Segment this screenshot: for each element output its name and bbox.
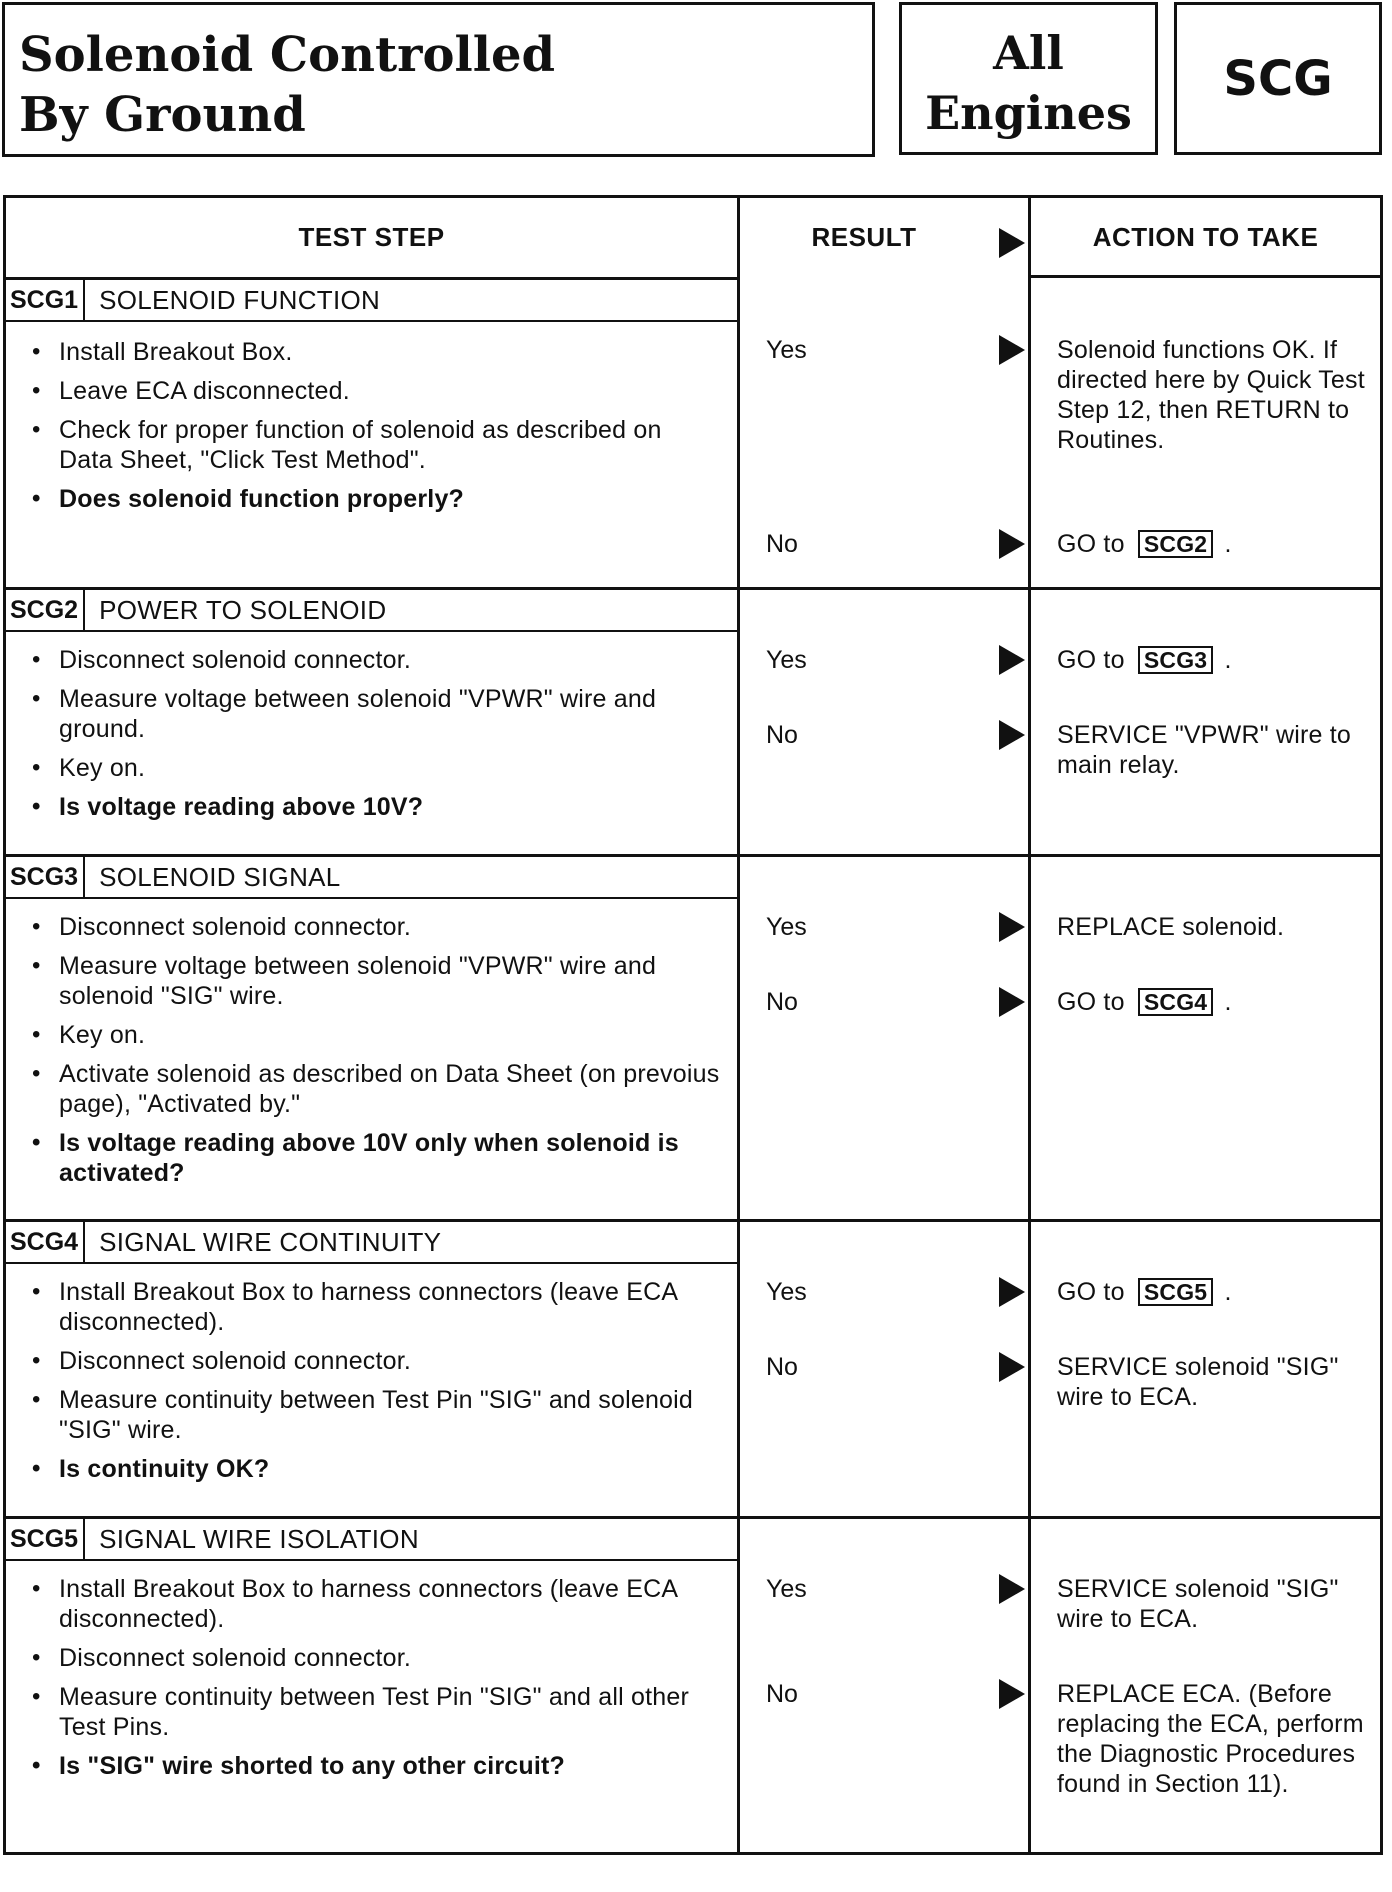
step-instructions [32, 1574, 722, 1790]
page-title-line2: By Ground [19, 87, 306, 143]
result-arrow-icon [999, 1277, 1025, 1307]
step-header [6, 857, 737, 899]
instruction-question: • Is voltage reading above 10V? [32, 792, 722, 822]
action-prefix: GO to [1057, 530, 1125, 558]
action-suffix: . [1224, 530, 1232, 558]
action-goto [1057, 529, 1382, 559]
section-code: SCG [1223, 50, 1333, 107]
result-arrow-icon [999, 987, 1025, 1017]
action-prefix: GO to [1057, 646, 1125, 674]
result-arrow-icon [999, 1352, 1025, 1382]
result-no: No [766, 530, 798, 558]
code-box [1174, 2, 1382, 155]
engines-label-line2: Engines [925, 86, 1132, 140]
action-goto [1057, 645, 1382, 675]
result-yes: Yes [766, 1575, 807, 1603]
result-yes: Yes [766, 336, 807, 364]
step-instructions [32, 912, 722, 1197]
result-yes: Yes [766, 646, 807, 674]
step-row-scg3 [6, 857, 1380, 1219]
instruction-item: • Measure voltage between solenoid "VPWR" wire and solenoid "SIG" wire. [32, 951, 722, 1011]
step-row-scg4 [6, 1222, 1380, 1516]
step-code: SCG3 [6, 857, 85, 897]
step-row-scg2 [6, 590, 1380, 854]
header-action: ACTION TO TAKE [1092, 222, 1319, 252]
action-goto [1057, 1277, 1382, 1307]
action-suffix: . [1224, 988, 1232, 1016]
action-suffix: . [1224, 646, 1232, 674]
step-header [6, 1222, 737, 1264]
instruction-item: • Key on. [32, 753, 722, 783]
instruction-item: • Measure continuity between Test Pin "SIG" and all other Test Pins. [32, 1682, 722, 1742]
step-title: SOLENOID SIGNAL [99, 861, 341, 892]
step-instructions [32, 337, 722, 523]
instruction-item: • Measure continuity between Test Pin "SIG" and solenoid "SIG" wire. [32, 1385, 722, 1445]
step-title: SIGNAL WIRE CONTINUITY [99, 1226, 442, 1257]
step-header [6, 590, 737, 632]
step-title: POWER TO SOLENOID [99, 594, 387, 625]
result-arrow-icon [999, 912, 1025, 942]
page-title-line1: Solenoid Controlled [19, 27, 556, 83]
action-text: SERVICE solenoid "SIG" wire to ECA. [1057, 1353, 1339, 1411]
step-reference: SCG4 [1138, 988, 1213, 1016]
engines-label-line1: All [993, 26, 1064, 80]
step-reference: SCG3 [1138, 646, 1213, 674]
instruction-item: • Check for proper function of solenoid as described on Data Sheet, "Click Test Method". [32, 415, 722, 475]
result-arrow-icon [999, 720, 1025, 750]
action-text: SERVICE "VPWR" wire to main relay. [1057, 721, 1351, 779]
result-no: No [766, 721, 798, 749]
action-goto [1057, 987, 1382, 1017]
result-arrow-icon [999, 1574, 1025, 1604]
header-result: RESULT [811, 222, 917, 252]
test-step-table [3, 195, 1383, 1855]
header-arrow-icon [999, 228, 1025, 258]
step-code: SCG1 [6, 280, 85, 320]
step-code: SCG4 [6, 1222, 85, 1262]
result-arrow-icon [999, 335, 1025, 365]
title-box [2, 2, 875, 157]
instruction-item: • Key on. [32, 1020, 722, 1050]
result-arrow-icon [999, 529, 1025, 559]
result-no: No [766, 1680, 798, 1708]
result-no: No [766, 1353, 798, 1381]
result-yes: Yes [766, 913, 807, 941]
result-arrow-icon [999, 645, 1025, 675]
result-yes: Yes [766, 1278, 807, 1306]
action-prefix: GO to [1057, 988, 1125, 1016]
instruction-item: • Install Breakout Box to harness connectors (leave ECA disconnected). [32, 1277, 722, 1337]
result-arrow-icon [999, 1679, 1025, 1709]
instruction-item: • Leave ECA disconnected. [32, 376, 722, 406]
instruction-question: • Is voltage reading above 10V only when solenoid is activated? [32, 1128, 722, 1188]
instruction-item: • Measure voltage between solenoid "VPWR" wire and ground. [32, 684, 722, 744]
instruction-item: • Disconnect solenoid connector. [32, 1643, 722, 1673]
header-test-step: TEST STEP [298, 222, 445, 252]
instruction-item: • Disconnect solenoid connector. [32, 1346, 722, 1376]
step-header [6, 1519, 737, 1561]
instruction-item: • Activate solenoid as described on Data Sheet (on prevoius page), "Activated by." [32, 1059, 722, 1119]
step-reference: SCG2 [1138, 530, 1213, 558]
engines-box [899, 2, 1158, 155]
step-instructions [32, 1277, 722, 1493]
instruction-item: • Disconnect solenoid connector. [32, 645, 722, 675]
instruction-item: • Disconnect solenoid connector. [32, 912, 722, 942]
step-title: SIGNAL WIRE ISOLATION [99, 1523, 419, 1554]
action-text: REPLACE solenoid. [1057, 913, 1285, 941]
step-header [6, 280, 737, 322]
step-row-scg1 [6, 280, 1380, 587]
action-text: Solenoid functions OK. If directed here by Quick Test Step 12, then RETURN to Routines. [1057, 336, 1365, 454]
result-no: No [766, 988, 798, 1016]
action-text: SERVICE solenoid "SIG" wire to ECA. [1057, 1575, 1339, 1633]
action-prefix: GO to [1057, 1278, 1125, 1306]
instruction-question: • Does solenoid function properly? [32, 484, 722, 514]
action-text: REPLACE ECA. (Before replacing the ECA, perform the Diagnostic Procedures found in Section 11). [1057, 1680, 1364, 1798]
instruction-item: • Install Breakout Box to harness connectors (leave ECA disconnected). [32, 1574, 722, 1634]
instruction-question: • Is continuity OK? [32, 1454, 722, 1484]
instruction-item: • Install Breakout Box. [32, 337, 722, 367]
step-code: SCG5 [6, 1519, 85, 1559]
step-instructions [32, 645, 722, 831]
step-code: SCG2 [6, 590, 85, 630]
action-suffix: . [1224, 1278, 1232, 1306]
instruction-question: • Is "SIG" wire shorted to any other circuit? [32, 1751, 722, 1781]
step-title: SOLENOID FUNCTION [99, 284, 381, 315]
header-divider [1028, 275, 1380, 278]
step-row-scg5 [6, 1519, 1380, 1852]
step-reference: SCG5 [1138, 1278, 1213, 1306]
